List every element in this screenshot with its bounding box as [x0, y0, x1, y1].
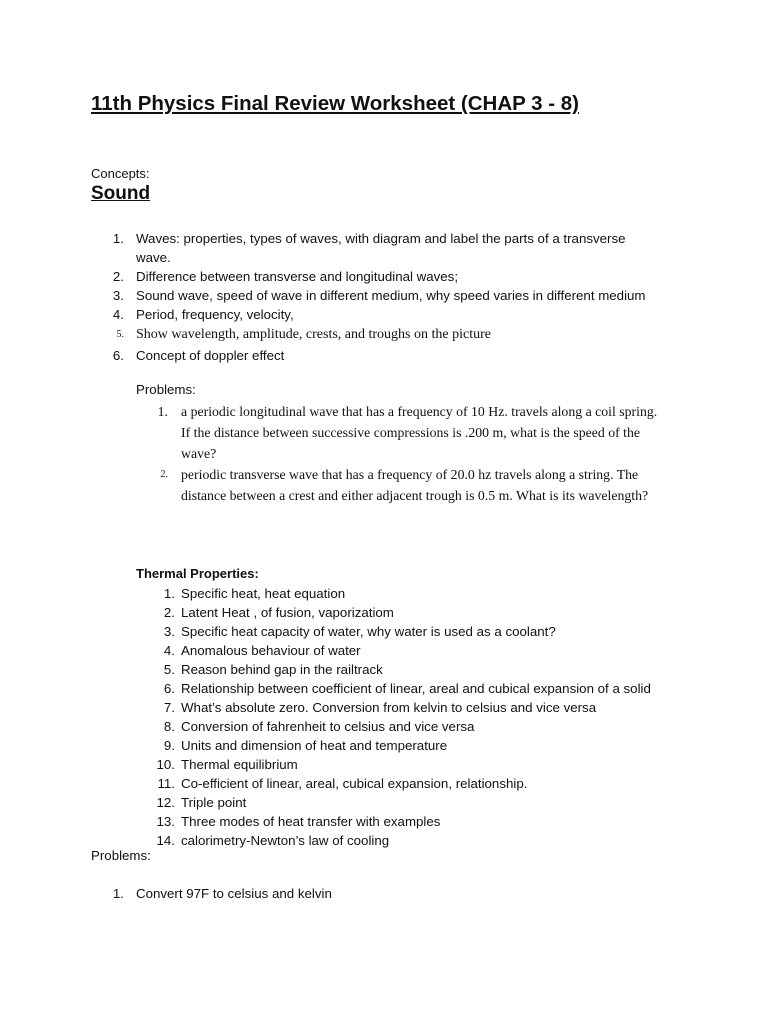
- list-item: 3. Specific heat capacity of water, why water is used as a coolant?: [163, 624, 556, 639]
- list-item: 8. Conversion of fahrenheit to celsius and vice versa: [163, 719, 475, 734]
- thermal-problems-list: [108, 884, 668, 903]
- concepts-label: Concepts:: [91, 166, 150, 181]
- list-item: 1. Specific heat, heat equation: [163, 586, 346, 601]
- list-item: 5. Reason behind gap in the railtrack: [163, 662, 383, 677]
- list-item: 14. calorimetry-Newton’s law of cooling: [156, 833, 390, 848]
- list-item: 9. Units and dimension of heat and temperature: [163, 738, 448, 753]
- list-item: 2. Difference between transverse and longitudinal waves;: [112, 269, 459, 284]
- list-item: 6. Relationship between coefficient of linear, areal and cubical expansion of a solid: [163, 681, 651, 696]
- list-item: 2. Latent Heat , of fusion, vaporizatiom: [163, 605, 394, 620]
- page-title: 11th Physics Final Review Worksheet (CHAP 3 - 8): [91, 92, 579, 115]
- thermal-concepts-list: [150, 584, 710, 850]
- list-item: 13. Three modes of heat transfer with examples: [156, 814, 441, 829]
- list-item: 12. Triple point: [156, 795, 247, 810]
- list-item: 10. Thermal equilibrium: [156, 757, 298, 772]
- section-heading-thermal: Thermal Properties:: [136, 566, 259, 581]
- list-item: 4. Anomalous behaviour of water: [163, 643, 361, 658]
- problems-label: Problems:: [136, 382, 196, 397]
- problems-label-2: Problems:: [91, 848, 151, 863]
- list-item: 1. Waves: properties, types of waves, with diagram and label the parts of a transverse wave.: [112, 231, 626, 265]
- list-item: 5. Show wavelength, amplitude, crests, and troughs on the picture: [116, 327, 491, 342]
- list-item: 6. Concept of doppler effect: [112, 348, 285, 363]
- list-item: 2. periodic transverse wave that has a frequency of 20.0 hz travels along a string. The distance between a crest and either adjacent trough is 0.5 m. What is its wavelength?: [160, 467, 649, 503]
- list-item: 1. a periodic longitudinal wave that has a frequency of 10 Hz. travels along a coil spring. If the distance between successive compressions is .200 m, what is the speed of the wave?: [157, 404, 658, 461]
- section-heading-sound: Sound: [91, 183, 151, 204]
- list-item: 3. Sound wave, speed of wave in different medium, why speed varies in different medium: [112, 288, 646, 303]
- sound-concepts-list: [108, 229, 668, 365]
- list-item: 1. Convert 97F to celsius and kelvin: [112, 886, 332, 901]
- list-item: 11. Co-efficient of linear, areal, cubical expansion, relationship.: [157, 776, 528, 791]
- list-item: 7. What’s absolute zero. Conversion from kelvin to celsius and vice versa: [163, 700, 597, 715]
- list-item: 4. Period, frequency, velocity,: [112, 307, 294, 322]
- sound-problems-list: [152, 401, 662, 506]
